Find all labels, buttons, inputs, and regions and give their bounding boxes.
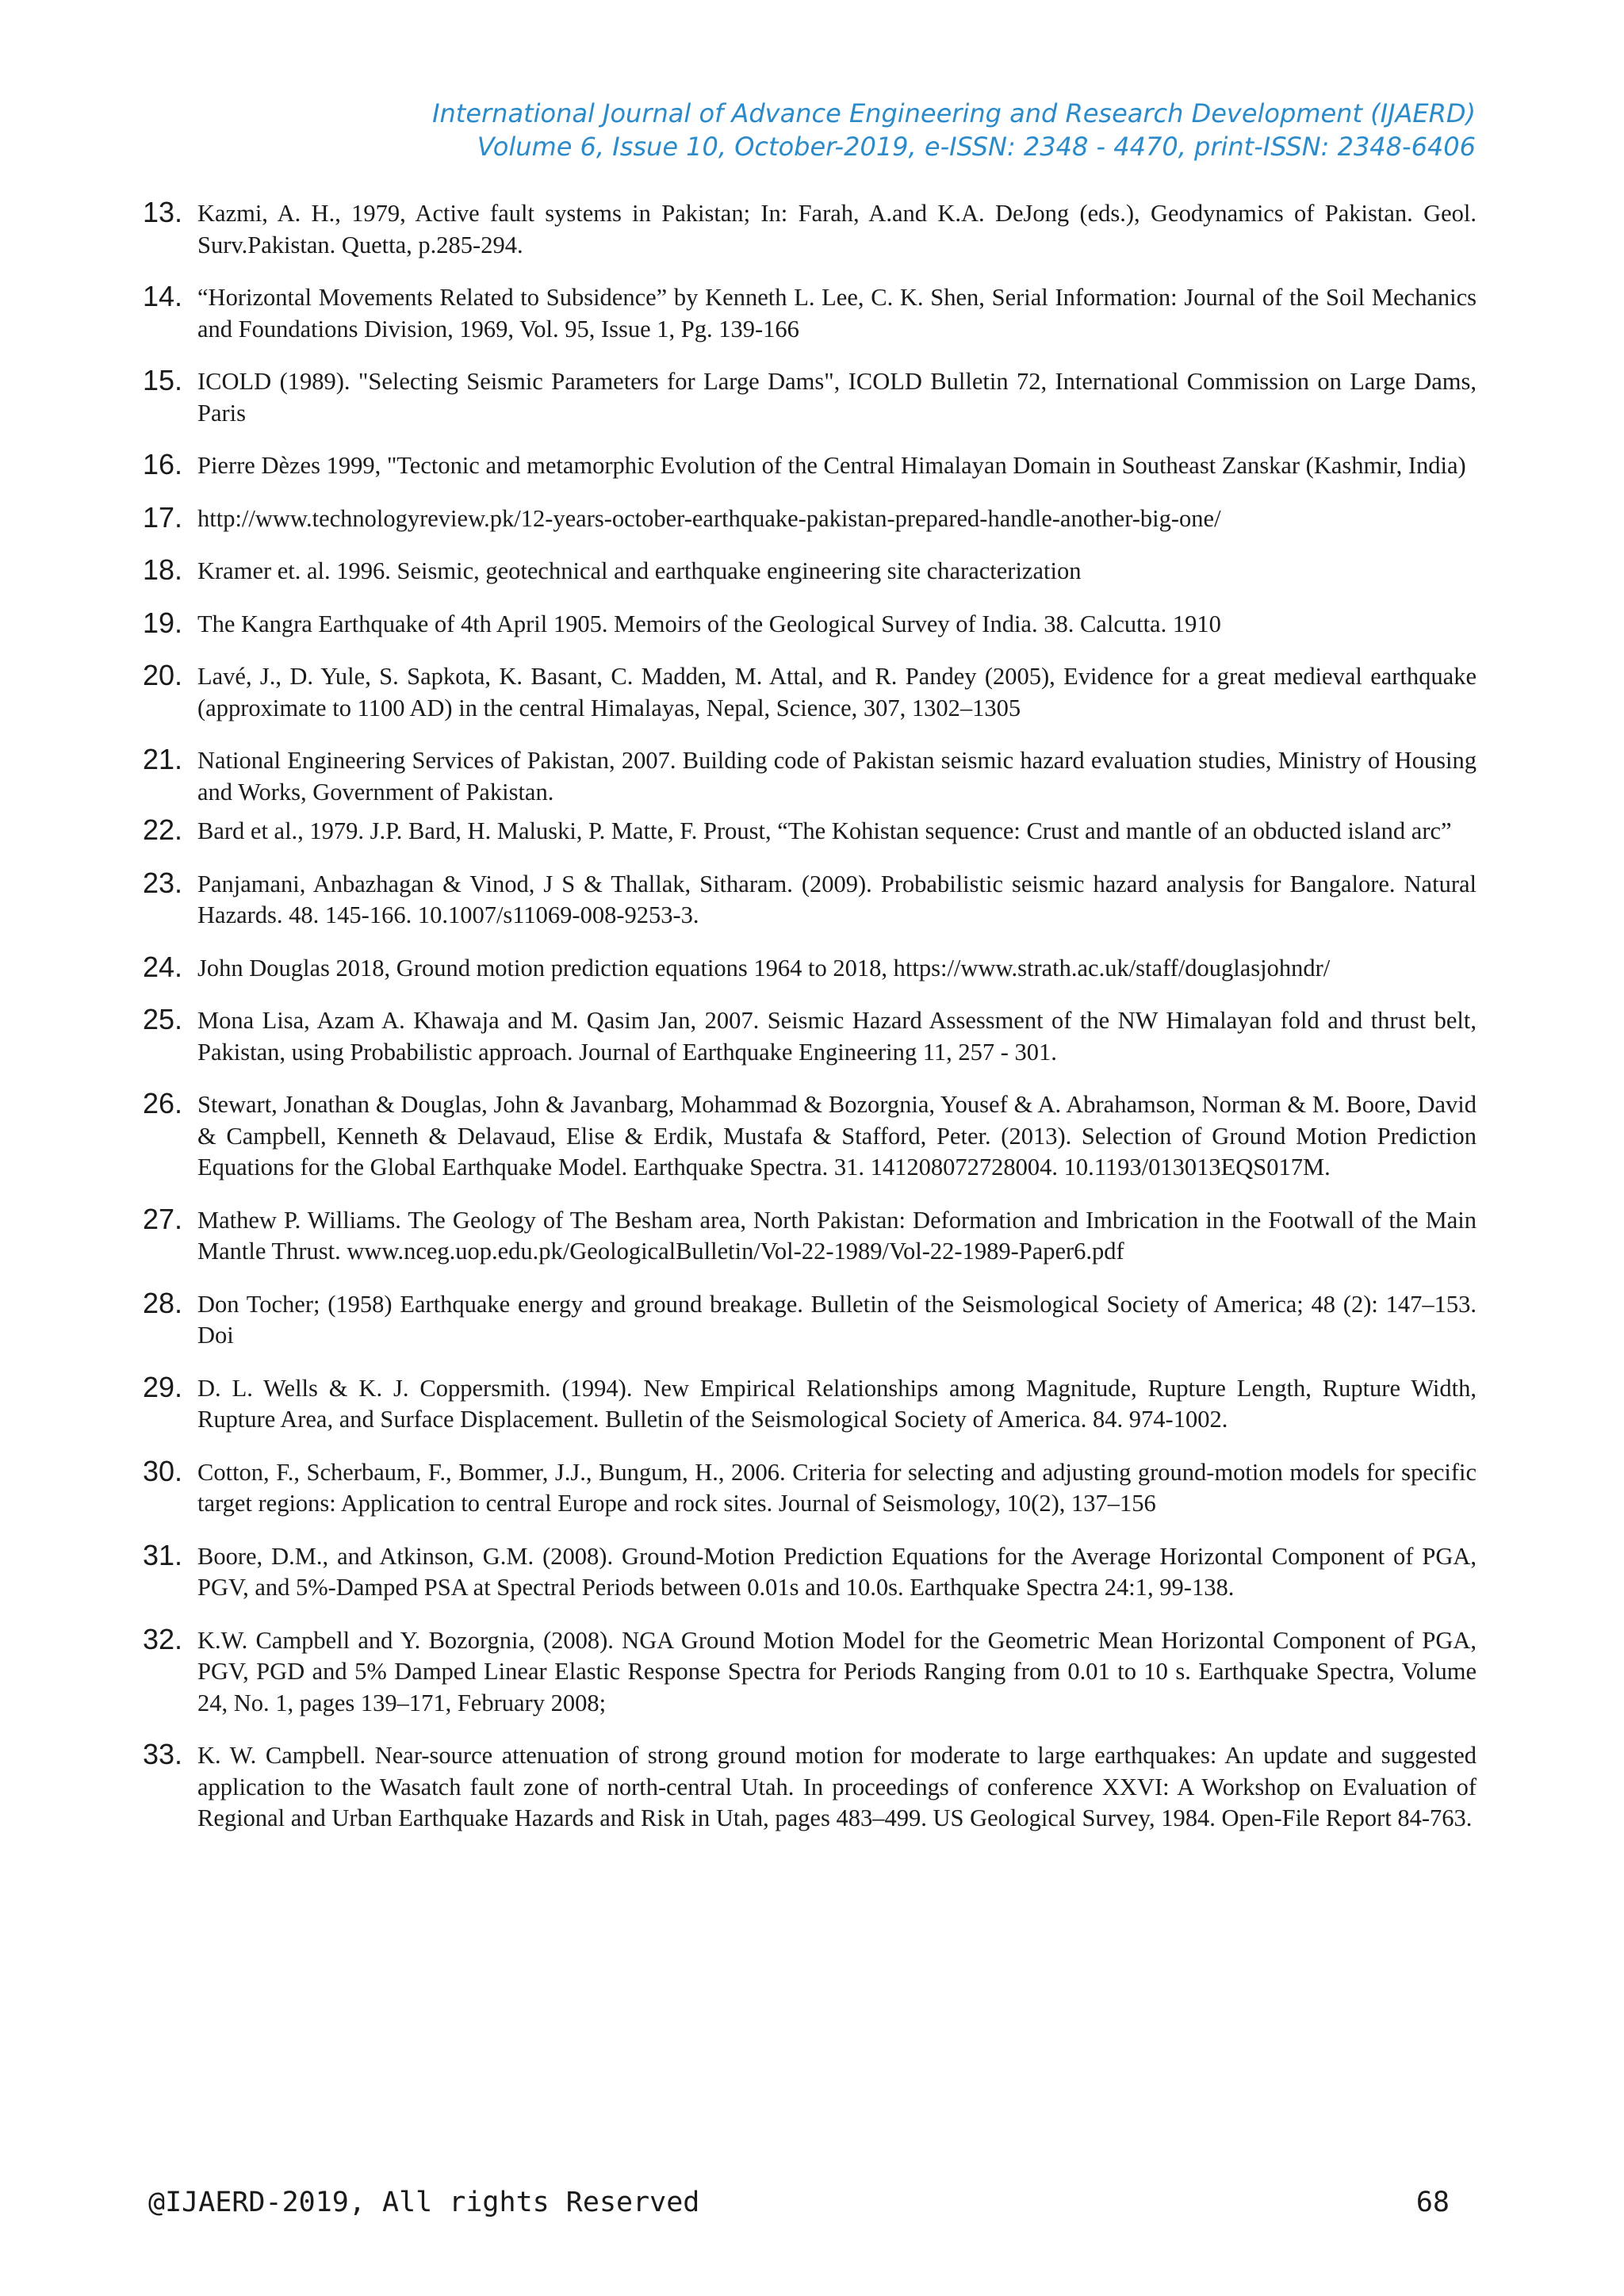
reference-item xyxy=(143,365,1477,429)
reference-text: Mona Lisa, Azam A. Khawaja and M. Qasim Jan, 2007. Seismic Hazard Assessment of the NW Himalayan fold and thrust belt, Pakistan, using Probabilistic approach. Journal of Earthquake Engineering 11, 257 - 301. xyxy=(197,1007,1477,1066)
journal-header xyxy=(128,97,1476,163)
reference-text: Cotton, F., Scherbaum, F., Bommer, J.J., Bungum, H., 2006. Criteria for selecting and adjusting ground-motion models for specific target regions: Application to central Europe and rock sites. Journal of Seismology, 10(2), 137–156 xyxy=(197,1458,1477,1517)
reference-text: Stewart, Jonathan & Douglas, John & Javanbarg, Mohammad & Bozorgnia, Yousef & A. Abrahamson, Norman & M. Boore, David & Campbell, Kenneth & Delavaud, Elise & Erdik, Mustafa & Stafford, Peter. (2013). Selection of Ground Motion Prediction Equations for the Global Earthquake Model. Earthquake Spectra. 31. 141208072728004. 10.1193/013013EQS017M. xyxy=(197,1091,1477,1181)
reference-number: 21. xyxy=(143,743,183,775)
references-list xyxy=(143,197,1477,1835)
reference-text: K. W. Campbell. Near-source attenuation of strong ground motion for moderate to large earthquakes: An update and suggested application to the Wasatch fault zone of north-central Utah. In proceedings of conference XXVI: A Workshop on Evaluation of Regional and Urban Earthquake Hazards and Risk in Utah, pages 483–499. US Geological Survey, 1984. Open-File Report 84-763. xyxy=(197,1742,1477,1831)
reference-number: 13. xyxy=(143,196,183,228)
reference-text: ICOLD (1989). "Selecting Seismic Parameters for Large Dams", ICOLD Bulletin 72, International Commission on Large Dams, Paris xyxy=(197,368,1477,427)
reference-text: Pierre Dèzes 1999, "Tectonic and metamorphic Evolution of the Central Himalayan Domain in Southeast Zanskar (Kashmir, India) xyxy=(197,452,1466,479)
reference-item xyxy=(143,502,1477,535)
reference-text: Lavé, J., D. Yule, S. Sapkota, K. Basant, C. Madden, M. Attal, and R. Pandey (2005), Evidence for a great medieval earthquake (approximate to 1100 AD) in the central Himalayas, Nepal, Science, 307, 1302–1305 xyxy=(197,663,1477,721)
reference-item xyxy=(143,1739,1477,1835)
reference-item xyxy=(143,1004,1477,1068)
journal-issue-info: Volume 6, Issue 10, October-2019, e-ISSN: 2348 - 4470, print-ISSN: 2348-6406 xyxy=(477,132,1476,162)
reference-text: D. L. Wells & K. J. Coppersmith. (1994). New Empirical Relationships among Magnitude, Rupture Length, Rupture Width, Rupture Area, and Surface Displacement. Bulletin of the Seismological Society of America. 84. 974-1002. xyxy=(197,1374,1477,1433)
reference-number: 16. xyxy=(143,448,183,480)
reference-number: 22. xyxy=(143,813,183,846)
reference-item xyxy=(143,281,1477,345)
reference-number: 31. xyxy=(143,1538,183,1571)
reference-item xyxy=(143,1088,1477,1184)
reference-item xyxy=(143,814,1477,848)
reference-number: 27. xyxy=(143,1202,183,1235)
reference-item xyxy=(143,1288,1477,1352)
reference-number: 29. xyxy=(143,1370,183,1403)
reference-item xyxy=(143,744,1477,808)
reference-number: 23. xyxy=(143,866,183,899)
reference-item xyxy=(143,449,1477,482)
footer-copyright: @IJAERD-2019, All rights Reserved xyxy=(148,2187,700,2218)
reference-text: Kazmi, A. H., 1979, Active fault systems in Pakistan; In: Farah, A.and K.A. DeJong (eds.), Geodynamics of Pakistan. Geol. Surv.Pakistan. Quetta, p.285-294. xyxy=(197,200,1477,258)
reference-item xyxy=(143,1456,1477,1520)
reference-text: “Horizontal Movements Related to Subsidence” by Kenneth L. Lee, C. K. Shen, Serial Information: Journal of the Soil Mechanics and Foundations Division, 1969, Vol. 95, Issue 1, Pg. 139-166 xyxy=(197,284,1477,342)
reference-item xyxy=(143,1203,1477,1268)
reference-number: 14. xyxy=(143,280,183,312)
page-number: 68 xyxy=(1415,2187,1450,2218)
reference-number: 26. xyxy=(143,1087,183,1119)
reference-text: The Kangra Earthquake of 4th April 1905. Memoirs of the Geological Survey of India. 38. Calcutta. 1910 xyxy=(197,610,1221,637)
reference-text: John Douglas 2018, Ground motion prediction equations 1964 to 2018, https://www.strath.ac.uk/staff/douglasjohndr/ xyxy=(197,954,1331,982)
reference-number: 24. xyxy=(143,950,183,983)
reference-text: Don Tocher; (1958) Earthquake energy and ground breakage. Bulletin of the Seismological Society of America; 48 (2): 147–153. Doi xyxy=(197,1290,1477,1349)
reference-item xyxy=(143,1372,1477,1436)
reference-text: Mathew P. Williams. The Geology of The Besham area, North Pakistan: Deformation and Imbrication in the Footwall of the Main Mantle Thrust. www.nceg.uop.edu.pk/GeologicalBulletin/Vol-22-1989/Vol-22-1989-Paper6.pdf xyxy=(197,1206,1477,1265)
reference-text: Panjamani, Anbazhagan & Vinod, J S & Thallak, Sitharam. (2009). Probabilistic seismic hazard analysis for Bangalore. Natural Hazards. 48. 145-166. 10.1007/s11069-008-9253-3. xyxy=(197,870,1477,928)
reference-text: Kramer et. al. 1996. Seismic, geotechnical and earthquake engineering site characterization xyxy=(197,557,1082,584)
reference-text: Boore, D.M., and Atkinson, G.M. (2008). Ground-Motion Prediction Equations for the Average Horizontal Component of PGA, PGV, and 5%-Damped PSA at Spectral Periods between 0.01s and 10.0s. Earthquake Spectra 24:1, 99-138. xyxy=(197,1542,1477,1601)
reference-number: 17. xyxy=(143,500,183,534)
reference-item xyxy=(143,197,1477,261)
reference-text: K.W. Campbell and Y. Bozorgnia, (2008). NGA Ground Motion Model for the Geometric Mean Horizontal Component of PGA, PGV, PGD and 5% Damped Linear Elastic Response Spectra for Periods Ranging from 0.01 to 10 s. Earthquake Spectra, Volume 24, No. 1, pages 139–171, February 2008; xyxy=(197,1626,1477,1716)
reference-number: 33. xyxy=(143,1738,183,1770)
reference-number: 15. xyxy=(143,364,183,396)
reference-number: 20. xyxy=(143,659,183,691)
reference-text: National Engineering Services of Pakistan, 2007. Building code of Pakistan seismic hazard evaluation studies, Ministry of Housing and Works, Government of Pakistan. xyxy=(197,747,1477,806)
reference-number: 19. xyxy=(143,606,183,639)
reference-number: 25. xyxy=(143,1003,183,1035)
reference-item xyxy=(143,607,1477,641)
journal-title: International Journal of Advance Engineering and Research Development (IJAERD) xyxy=(432,98,1476,128)
reference-text: Bard et al., 1979. J.P. Bard, H. Maluski, P. Matte, F. Proust, “The Kohistan sequence: Crust and mantle of an obducted island arc” xyxy=(197,817,1452,844)
reference-text: http://www.technologyreview.pk/12-years-october-earthquake-pakistan-prepared-handle-another-big-one/ xyxy=(197,504,1221,532)
reference-item xyxy=(143,867,1477,932)
reference-number: 32. xyxy=(143,1622,183,1655)
reference-item xyxy=(143,951,1477,985)
reference-number: 18. xyxy=(143,553,183,586)
reference-item xyxy=(143,1540,1477,1604)
reference-number: 28. xyxy=(143,1286,183,1319)
reference-item xyxy=(143,554,1477,587)
reference-item xyxy=(143,660,1477,724)
reference-item xyxy=(143,1624,1477,1720)
reference-number: 30. xyxy=(143,1454,183,1487)
